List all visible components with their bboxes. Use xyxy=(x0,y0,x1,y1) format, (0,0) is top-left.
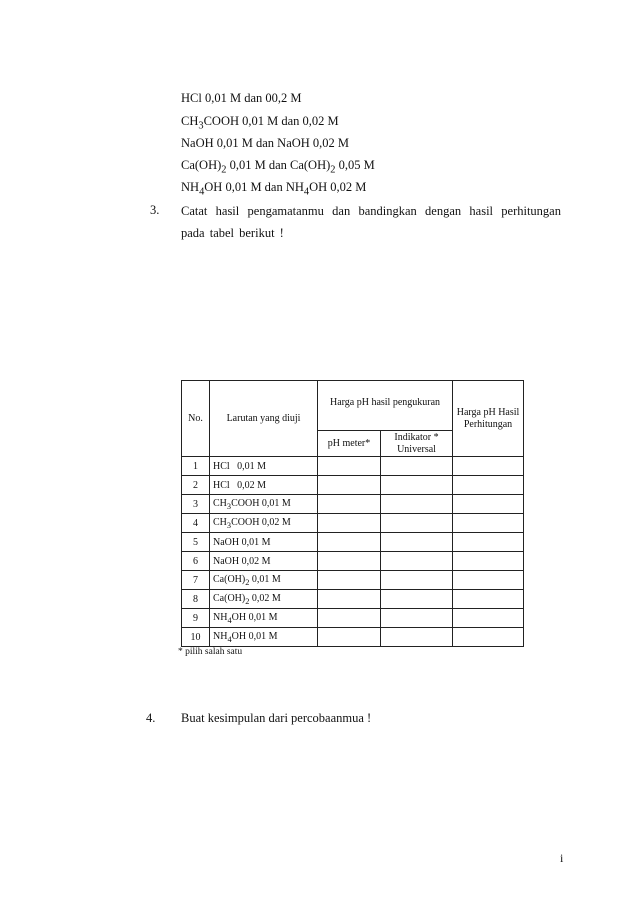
cell-calculated-ph[interactable] xyxy=(453,609,524,628)
cell-calculated-ph[interactable] xyxy=(453,533,524,552)
cell-calculated-ph[interactable] xyxy=(453,552,524,571)
cell-calculated-ph[interactable] xyxy=(453,628,524,647)
table-row xyxy=(182,476,524,495)
row-solution: $Ca(OH)_2$ 0,01 M xyxy=(210,571,318,590)
row-solution: $CH_3COOH$ 0,02 M xyxy=(210,514,318,533)
row-solution: $CH_3COOH$ 0,01 M xyxy=(210,495,318,514)
step-3-number: 3. xyxy=(150,203,160,217)
header-measured-ph: Harga pH hasil pengukuran xyxy=(318,381,453,431)
header-solution: Larutan yang diuji xyxy=(210,381,318,457)
cell-universal-indicator[interactable] xyxy=(381,457,453,476)
header-no: No. xyxy=(182,381,210,457)
header-universal-indicator: Indikator * Universal xyxy=(381,431,453,457)
cell-universal-indicator[interactable] xyxy=(381,495,453,514)
row-number: 8 xyxy=(182,590,210,609)
cell-calculated-ph[interactable] xyxy=(453,495,524,514)
table-row xyxy=(182,609,524,628)
solution-hcl: HCl 0,01 M dan 00,2 M xyxy=(181,91,302,105)
step-4-number: 4. xyxy=(146,711,156,725)
row-solution: HCl 0,02 M xyxy=(210,476,318,495)
cell-calculated-ph[interactable] xyxy=(453,514,524,533)
row-number: 4 xyxy=(182,514,210,533)
header-calculated-ph: Harga pH Hasil Perhitungan xyxy=(453,381,524,457)
page-number: i xyxy=(560,851,564,865)
cell-calculated-ph[interactable] xyxy=(453,476,524,495)
table-row xyxy=(182,628,524,647)
row-solution: $Ca(OH)_2$ 0,02 M xyxy=(210,590,318,609)
solution-nh4oh: $NH_4OH$ 0,01 M dan $NH_4OH$ 0,02 M xyxy=(181,180,367,198)
row-number: 2 xyxy=(182,476,210,495)
table-row xyxy=(182,590,524,609)
cell-ph-meter[interactable] xyxy=(318,495,381,514)
cell-calculated-ph[interactable] xyxy=(453,590,524,609)
solution-caoh2: $Ca(OH)_2$ 0,01 M dan $Ca(OH)_2$ 0,05 M xyxy=(181,158,375,176)
cell-ph-meter[interactable] xyxy=(318,571,381,590)
header-ph-meter: pH meter* xyxy=(318,431,381,457)
row-number: 3 xyxy=(182,495,210,514)
footnote: * pilih salah satu xyxy=(178,647,243,657)
row-solution: NaOH 0,01 M xyxy=(210,533,318,552)
row-solution: HCl 0,01 M xyxy=(210,457,318,476)
row-number: 9 xyxy=(182,609,210,628)
cell-ph-meter[interactable] xyxy=(318,590,381,609)
table-row xyxy=(182,571,524,590)
row-number: 10 xyxy=(182,628,210,647)
cell-universal-indicator[interactable] xyxy=(381,514,453,533)
cell-universal-indicator[interactable] xyxy=(381,628,453,647)
cell-universal-indicator[interactable] xyxy=(381,571,453,590)
row-number: 5 xyxy=(182,533,210,552)
cell-universal-indicator[interactable] xyxy=(381,476,453,495)
cell-universal-indicator[interactable] xyxy=(381,552,453,571)
solution-naoh: NaOH 0,01 M dan NaOH 0,02 M xyxy=(181,136,350,150)
table-row xyxy=(182,514,524,533)
row-number: 7 xyxy=(182,571,210,590)
row-solution: $NH_4OH$ 0,01 M xyxy=(210,628,318,647)
table-row xyxy=(182,552,524,571)
cell-ph-meter[interactable] xyxy=(318,552,381,571)
cell-universal-indicator[interactable] xyxy=(381,609,453,628)
row-number: 1 xyxy=(182,457,210,476)
table-row xyxy=(182,457,524,476)
solution-ch3cooh: $CH_3COOH$ 0,01 M dan 0,02 M xyxy=(181,114,339,132)
step-3-text: Catat hasil pengamatanmu dan bandingkan dengan hasil perhitungan pada tabel berikut ! xyxy=(181,204,561,240)
cell-ph-meter[interactable] xyxy=(318,457,381,476)
cell-ph-meter[interactable] xyxy=(318,609,381,628)
table-body xyxy=(182,457,524,647)
cell-calculated-ph[interactable] xyxy=(453,571,524,590)
cell-ph-meter[interactable] xyxy=(318,628,381,647)
cell-universal-indicator[interactable] xyxy=(381,533,453,552)
cell-universal-indicator[interactable] xyxy=(381,590,453,609)
cell-ph-meter[interactable] xyxy=(318,476,381,495)
row-solution: NaOH 0,02 M xyxy=(210,552,318,571)
cell-ph-meter[interactable] xyxy=(318,514,381,533)
row-number: 6 xyxy=(182,552,210,571)
table-row xyxy=(182,495,524,514)
cell-calculated-ph[interactable] xyxy=(453,457,524,476)
ph-observation-table xyxy=(181,380,524,647)
step-4-text: Buat kesimpulan dari percobaanmua ! xyxy=(181,711,372,725)
table-row xyxy=(182,533,524,552)
cell-ph-meter[interactable] xyxy=(318,533,381,552)
row-solution: $NH_4OH$ 0,01 M xyxy=(210,609,318,628)
